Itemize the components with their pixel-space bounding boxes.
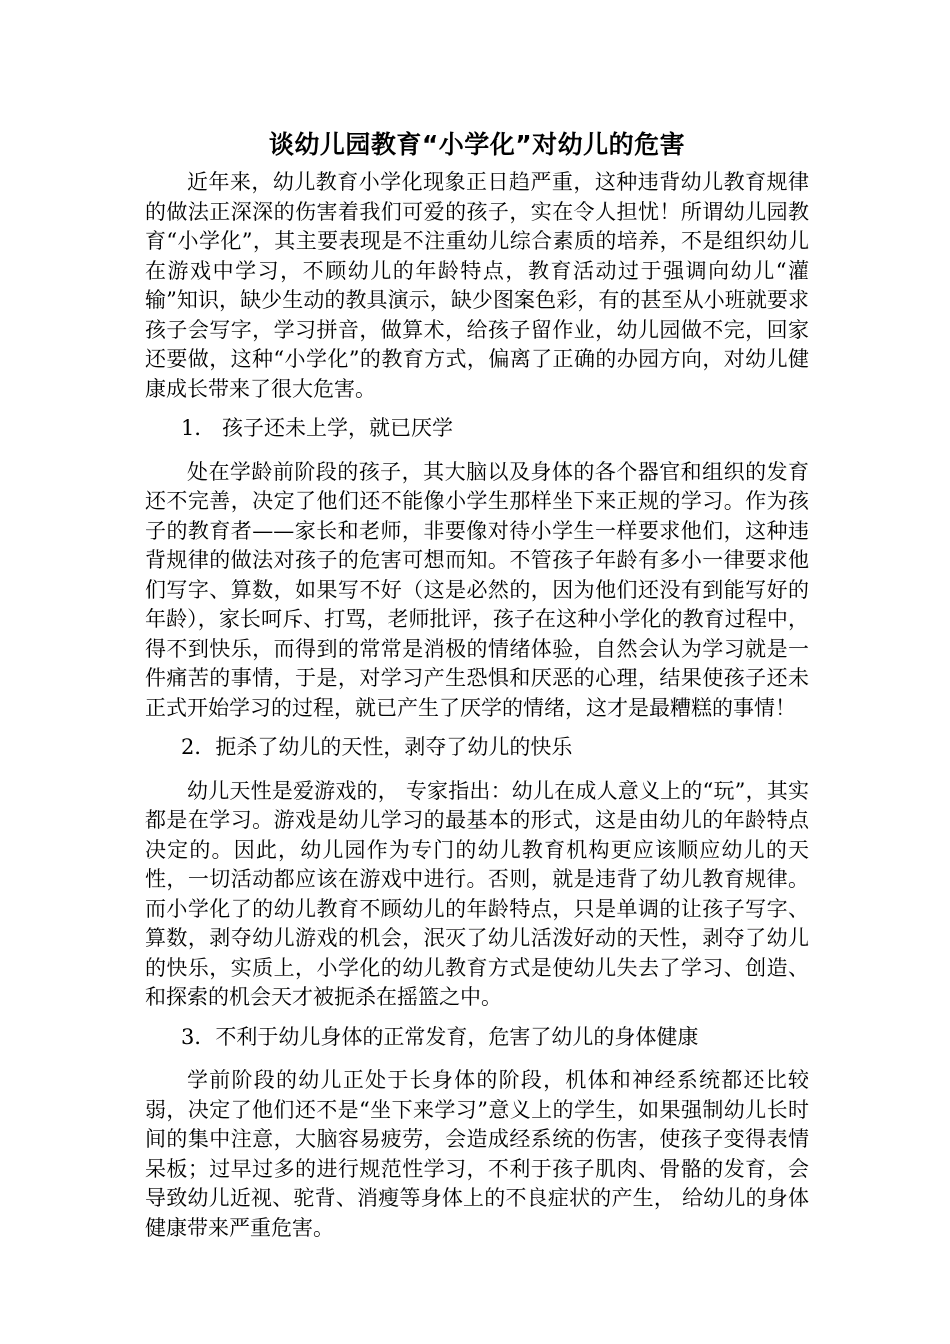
section-body-3: 学前阶段的幼儿正处于长身体的阶段，机体和神经系统都还比较弱，决定了他们还不是“坐下来学习”意义上的学生，如果强制幼儿长时间的集中注意，大脑容易疲劳，会造成经系统的伤害，使孩子变得表情呆板；过早过多的进行规范性学习，不利于孩子肌肉、骨骼的发育，会导致幼儿近视、驼背、消瘦等身体上的不良症状的产生， 给幼儿的身体健康带来严重危害。: [145, 1068, 809, 1240]
spacer: [145, 763, 809, 777]
section-heading-3: 3．不利于幼儿身体的正常发育，危害了幼儿的身体健康: [181, 1024, 699, 1049]
section-body-1: 处在学龄前阶段的孩子，其大脑以及身体的各个器官和组织的发育还不完善，决定了他们还不能像小学生那样坐下来正规的学习。作为孩子的教育者——家长和老师，非要像对待小学生一样要求他们，这种违背规律的做法对孩子的危害可想而知。不管孩子年龄有多小一律要求他们写字、算数，如果写不好（这是必然的，因为他们还没有到能写好的年龄），家长呵斥、打骂，老师批评，孩子在这种小学化的教育过程中，得不到快乐，而得到的常常是消极的情绪体验，自然会认为学习就是一件痛苦的事情，于是，对学习产生恐惧和厌恶的心理，结果使孩子还未正式开始学习的过程，就已产生了厌学的情绪，这才是最糟糕的事情！: [145, 459, 809, 720]
section-heading-1: 1． 孩子还未上学，就已厌学: [181, 416, 454, 440]
intro-paragraph: 近年来，幼儿教育小学化现象正日趋严重，这种违背幼儿教育规律的做法正深深的伤害着我们可爱的孩子，实在令人担忧！所谓幼儿园教育“小学化”，其主要表现是不注重幼儿综合素质的培养，不是组织幼儿在游戏中学习，不顾幼儿的年龄特点，教育活动过于强调向幼儿“灌输”知识，缺少生动的教具演示，缺少图案色彩，有的甚至从小班就要求孩子会写字，学习拼音，做算术，给孩子留作业，幼儿园做不完，回家还要做，这种“小学化”的教育方式，偏离了正确的办园方向，对幼儿健康成长带来了很大危害。: [145, 170, 809, 401]
spacer: [145, 404, 809, 414]
section-body-2: 幼儿天性是爱游戏的， 专家指出：幼儿在成人意义上的“玩”，其实都是在学习。游戏是幼儿学习的最基本的形式，这是由幼儿的年龄特点决定的。因此，幼儿园作为专门的幼儿教育机构更应该顺应幼儿的天性，一切活动都应该在游戏中进行。否则，就是违背了幼儿教育规律。而小学化了的幼儿教育不顾幼儿的年龄特点，只是单调的让孩子写字、算数，剥夺幼儿游戏的机会，泯灭了幼儿活泼好动的天性，剥夺了幼儿的快乐，实质上，小学化的幼儿教育方式是使幼儿失去了学习、创造、和探索的机会天才被扼杀在摇篮之中。: [145, 778, 809, 1009]
spacer: [145, 444, 809, 458]
spacer: [145, 1052, 809, 1066]
document-title: 谈幼儿园教育“小学化”对幼儿的危害: [268, 130, 686, 159]
document-page: [145, 128, 809, 1243]
spacer: [145, 1013, 809, 1023]
section-heading-2: 2．扼杀了幼儿的天性，剥夺了幼儿的快乐: [181, 735, 573, 759]
spacer: [145, 723, 809, 733]
